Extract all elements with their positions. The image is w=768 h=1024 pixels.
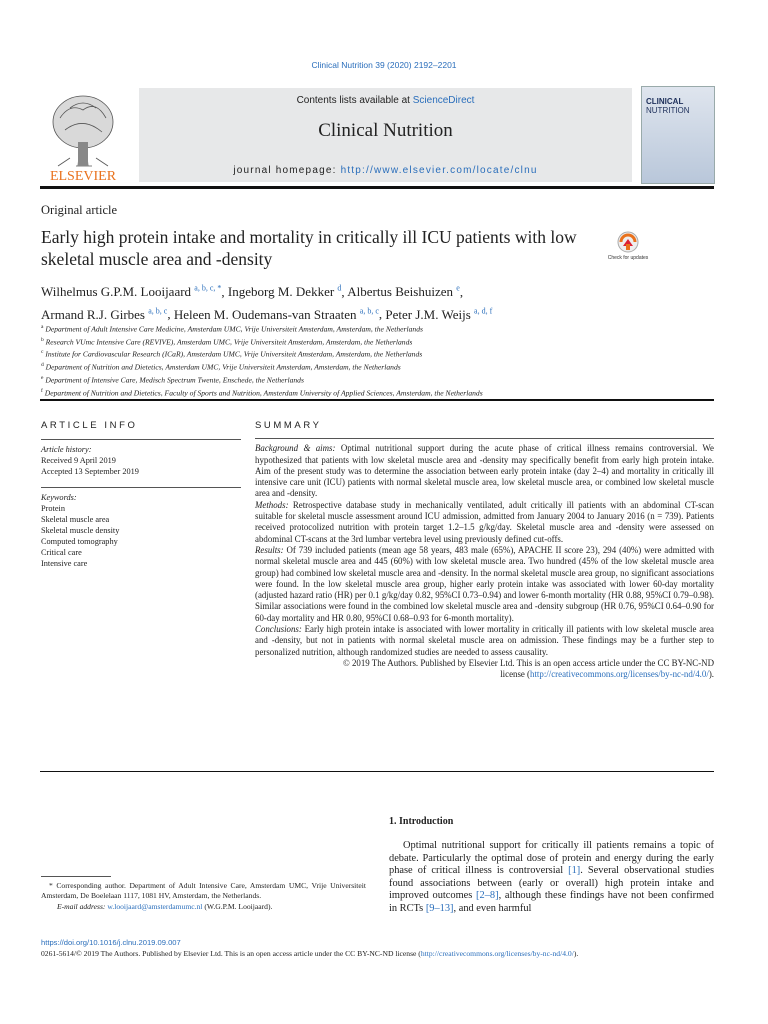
citation-link[interactable]: [1] bbox=[568, 865, 581, 877]
homepage-line: journal homepage: http://www.elsevier.com/locate/clnu bbox=[233, 165, 538, 176]
email-link[interactable]: w.looijaard@amsterdamumc.nl bbox=[107, 901, 203, 911]
author[interactable]: Ingeborg M. Dekker $^d$ bbox=[227, 284, 342, 300]
journal-cover bbox=[641, 86, 715, 184]
elsevier-tree-icon bbox=[40, 88, 126, 184]
author[interactable]: Albertus Beishuizen $^e$ bbox=[347, 284, 460, 300]
section-heading-introduction: 1. Introduction bbox=[389, 816, 454, 827]
accepted-date: Accepted 13 September 2019 bbox=[41, 467, 139, 476]
summary-background: Background & aims: Optimal nutritional support during the acute phase of critical illness remains controversial. We hypothesized that patients with low skeletal muscle area and -density may specifically benefit from early high protein intake. Aim of the present study was to determine the association between early protein intake (day 2–4) and mortality in critically ill intensive care unit (ICU) patients with normal skeletal muscle area, low skeletal muscle area, or combined low skeletal muscle area and -density. bbox=[255, 443, 714, 499]
affiliation: $^c$ Institute for Cardiovascular Research (ICaR), Amsterdam UMC, Vrije Universiteit Amsterdam, Amsterdam, the Netherlands bbox=[41, 349, 423, 359]
journal-citation[interactable]: Clinical Nutrition 39 (2020) 2192–2201 bbox=[311, 60, 457, 70]
affiliations-rule bbox=[40, 399, 714, 401]
affiliation: $^f$ Department of Nutrition and Dietetics, Faculty of Sports and Nutrition, Amsterdam University of Applied Sciences, Amsterdam, the Netherlands bbox=[41, 387, 483, 398]
elsevier-logo bbox=[40, 88, 126, 184]
summary-results: Results: Of 739 included patients (mean age 58 years, 483 male (65%), APACHE II score 23), 294 (40%) were admitted with normal skeletal muscle area and 445 (60%) with low skeletal muscle area. Two hundred (45% of the low skeletal muscle area group) had combined low skeletal muscle area and -density. In the normal skeletal muscle area group, no significant associations were found. In the low skeletal muscle area group, higher early protein intake was associated with lower 60-day mortality (adjusted hazard ratio (HR) per 0.1 g/kg/day 0.82, 95%CI 0.73–0.94) and lower 6-month mortality (HR 0.88, 95%CI 0.79–0.98). Similar associations were found in the combined low skeletal muscle area and -density subgroup (HR 0.76, 95%CI 0.64–0.90 for 60-day mortality and HR 0.80, 95%CI 0.68–0.93 for 6-month mortality). bbox=[255, 544, 715, 623]
sciencedirect-link[interactable]: ScienceDirect bbox=[412, 95, 475, 106]
homepage-link[interactable]: http://www.elsevier.com/locate/clnu bbox=[340, 165, 538, 176]
summary-conclusions: Conclusions: Early high protein intake is associated with lower mortality in critically ill patients with low skeletal muscle area and -density, but not in patients with normal skeletal muscle area on admission. These findings may be a further step to personalized nutrition, although randomized studies are needed to assess causality. bbox=[255, 624, 714, 657]
cover-title-1: CLINICAL bbox=[646, 97, 684, 106]
author[interactable]: Armand R.J. Girbes $^{a, b, c}$ bbox=[41, 306, 168, 322]
keyword: Critical care bbox=[41, 548, 82, 557]
summary-heading: SUMMARY bbox=[255, 420, 322, 431]
author-list: Wilhelmus G.P.M. Looijaard $^{a, b, c, *}$, Ingeborg M. Dekker $^d$, Albertus Beishuizen $^e$, Armand R.J. Girbes $^{a, b, c}$, Heleen M. Oudemans-van Straaten $^{a, b, c}$, Peter J.M. Weijs $^{a, d, f}$ bbox=[41, 284, 493, 322]
info-rule bbox=[41, 439, 241, 440]
keyword: Skeletal muscle density bbox=[41, 526, 120, 535]
keyword: Skeletal muscle area bbox=[41, 515, 110, 524]
footnote-text: * Corresponding author. Department of Adult Intensive Care, Amsterdam UMC, Vrije Universiteit Amsterdam, De Boelelaan 1117, 1081 HV, Amsterdam, the Netherlands. bbox=[41, 881, 366, 901]
article-info bbox=[41, 420, 241, 569]
author[interactable]: Wilhelmus G.P.M. Looijaard $^{a, b, c, *}$ bbox=[41, 284, 222, 300]
publisher-name: ELSEVIER bbox=[49, 169, 117, 184]
affiliation: $^e$ Department of Intensive Care, Medisch Spectrum Twente, Enschede, the Netherlands bbox=[41, 374, 304, 385]
corresponding-author-footnote bbox=[41, 881, 366, 912]
summary-rule bbox=[255, 438, 714, 439]
summary-copyright: © 2019 The Authors. Published by Elsevier Ltd. This is an open access article under the CC BY-NC-ND license (http://creativecommons.org/licenses/by-nc-nd/4.0/). bbox=[343, 657, 714, 680]
header-rule bbox=[40, 186, 714, 189]
keyword: Intensive care bbox=[41, 559, 88, 568]
check-for-updates-badge[interactable] bbox=[607, 230, 649, 266]
doi-link[interactable]: https://doi.org/10.1016/j.clnu.2019.09.007 bbox=[41, 938, 181, 947]
info-rule bbox=[41, 487, 241, 488]
affiliations bbox=[41, 322, 721, 398]
citation-link[interactable]: [9–13] bbox=[425, 902, 454, 914]
received-date: Received 9 April 2019 bbox=[41, 456, 116, 465]
author[interactable]: Heleen M. Oudemans-van Straaten $^{a, b, c}$ bbox=[173, 306, 379, 322]
author[interactable]: Peter J.M. Weijs $^{a, d, f}$ bbox=[385, 306, 493, 322]
issn-line: 0261-5614/© 2019 The Authors. Published by Elsevier Ltd. This is an open access article under the CC BY-NC-ND license (http://creativecommons.org/licenses/by-nc-nd/4.0/). bbox=[41, 949, 579, 958]
cover-title-2: NUTRITION bbox=[646, 106, 690, 115]
summary bbox=[255, 420, 714, 681]
keyword: Protein bbox=[41, 504, 65, 513]
article-info-heading: ARTICLE INFO bbox=[41, 420, 138, 431]
keywords-label: Keywords: bbox=[41, 493, 77, 502]
check-updates-icon bbox=[607, 230, 649, 266]
history-label: Article history: bbox=[41, 445, 92, 454]
contents-line: Contents lists available at ScienceDirect bbox=[296, 95, 475, 106]
svg-text:Check for updates: Check for updates bbox=[607, 255, 649, 261]
citation-link[interactable]: [2–8] bbox=[476, 890, 499, 902]
journal-banner bbox=[139, 88, 632, 182]
summary-methods: Methods: Retrospective database study in mechanically ventilated, adult critically ill patients with an abdominal CT-scan suitable for skeletal muscle assessment around ICU admission, admitted from January 2004 to January 2016 (n = 739). Patients received protocolized nutrition with protein target 1.2–1.5 g/kg/day. Skeletal muscle area and -density were assessed on abdominal CT-scans at the 3rd lumbar vertebra level using previously defined cut-offs. bbox=[255, 499, 714, 544]
affiliation: $^a$ Department of Adult Intensive Care Medicine, Amsterdam UMC, Vrije Universiteit Amsterdam, Amsterdam, the Netherlands bbox=[41, 324, 423, 334]
affiliation: $^d$ Department of Nutrition and Dietetics, Amsterdam UMC, Vrije Universiteit Amsterdam, Amsterdam, the Netherlands bbox=[41, 362, 401, 372]
license-link[interactable]: http://creativecommons.org/licenses/by-nc-nd/4.0/ bbox=[530, 669, 709, 680]
article-title: Early high protein intake and mortality in critically ill ICU patients with low skeletal muscle area and -density bbox=[41, 227, 577, 269]
journal-title: Clinical Nutrition bbox=[318, 120, 453, 141]
license-link[interactable]: http://creativecommons.org/licenses/by-nc-nd/4.0/ bbox=[420, 949, 574, 958]
keyword: Computed tomography bbox=[41, 537, 118, 546]
summary-bottom-rule bbox=[40, 771, 714, 772]
footnote-rule bbox=[41, 876, 111, 877]
introduction-paragraph: Optimal nutritional support for critically ill patients remains a topic of debate. Particularly the optimal dose of protein and energy during the early phase of critical illness is controversial [1]. Several observational studies found associations between (early or overall) high protein intake and improved outcomes [2–8], although these findings have not been confirmed in RCTs [9–13], and even harmful bbox=[389, 840, 714, 914]
footnote-email: E-mail address: w.looijaard@amsterdamumc.nl (W.G.P.M. Looijaard). bbox=[57, 901, 273, 911]
article-type: Original article bbox=[41, 203, 118, 217]
affiliation: $^b$ Research VUmc Intensive Care (REVIVE), Amsterdam UMC, Vrije Universiteit Amsterdam, Amsterdam, the Netherlands bbox=[41, 336, 413, 347]
